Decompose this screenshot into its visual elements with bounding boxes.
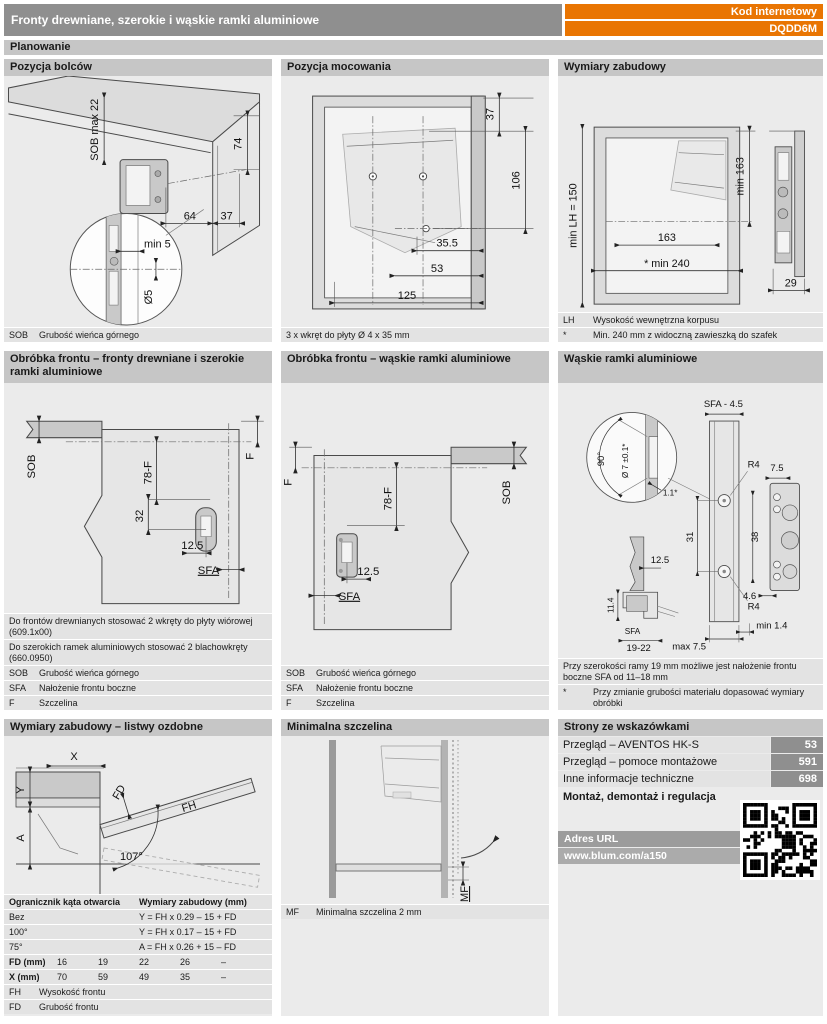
- table-cell: 16: [57, 956, 68, 967]
- page-number-badge: 591: [771, 754, 823, 770]
- legend-value: Wysokość frontu: [39, 986, 106, 997]
- legend-key: LH: [563, 314, 575, 325]
- panel-footer: [558, 658, 823, 710]
- hint-link-label[interactable]: Przegląd – AVENTOS HK-S: [558, 737, 770, 753]
- dim-label: FH: [180, 799, 198, 816]
- page-number-badge: 53: [771, 737, 823, 753]
- panel-title: Minimalna szczelina: [281, 719, 549, 736]
- table-cell: –: [221, 956, 227, 967]
- legend-value: Grubość wieńca górnego: [39, 667, 140, 678]
- panel-filler: [4, 1014, 272, 1016]
- table-header-row: [4, 894, 272, 909]
- legend-key: F: [9, 697, 15, 708]
- dim-label: 19-22: [626, 643, 651, 655]
- panel-title: Obróbka frontu – fronty drewniane i szerokie ramki aluminiowe: [4, 351, 272, 383]
- dim-label: 74: [232, 137, 245, 150]
- panel-footer: [281, 665, 549, 710]
- note-text: Przy szerokości ramy 19 mm możliwe jest nałożenie frontu boczne SFA od 11–18 mm: [563, 660, 797, 682]
- note-text: Do szerokich ramek aluminiowych stosować 2 blachowkręty (660.0950): [9, 641, 248, 663]
- dim-label: min 5: [143, 238, 171, 251]
- dim-label: SFA: [197, 564, 220, 577]
- note-row: [281, 327, 549, 342]
- dim-label: Ø 7 ±0.1*: [621, 443, 631, 479]
- page-title: Fronty drewniane, szerokie i wąskie ramki aluminiowe: [4, 4, 562, 36]
- front-machining-narrow-svg: [281, 383, 549, 665]
- dim-label: 107°: [120, 851, 143, 863]
- narrow-frames-svg: [558, 383, 823, 658]
- legend-value: Nałożenie frontu boczne: [39, 682, 137, 693]
- dim-label: SOB: [500, 480, 513, 505]
- catalog-page: [4, 4, 823, 1016]
- dim-label: R4: [747, 459, 760, 471]
- legend-row: [281, 665, 549, 680]
- legend-key: SFA: [9, 682, 27, 693]
- table-cell: 100°: [9, 926, 28, 937]
- legend-row: [558, 327, 823, 342]
- dim-label: 1.1*: [662, 488, 678, 498]
- dim-label: Ø5: [142, 289, 155, 305]
- detail-circle: [70, 209, 203, 325]
- legend-key: SFA: [286, 682, 304, 693]
- table-col1-header: Ogranicznik kąta otwarcia: [9, 896, 121, 907]
- panel-title: Pozycja mocowania: [281, 59, 549, 76]
- panel-decorative-strips: [4, 719, 272, 1016]
- mount-position-drawing: [281, 76, 549, 327]
- mount-position-svg: [281, 76, 549, 327]
- panel-title: Wąskie ramki aluminiowe: [558, 351, 823, 383]
- legend-value: Minimalna szczelina 2 mm: [316, 906, 422, 917]
- hint-link-label[interactable]: Inne informacje techniczne: [558, 771, 770, 787]
- dim-label: 12.5: [357, 566, 380, 579]
- panel-footer: [4, 613, 272, 710]
- legend-key: SOB: [9, 667, 29, 678]
- bottom-dimensions: [672, 621, 787, 653]
- dim-label: 29: [784, 277, 797, 290]
- legend-key: FH: [9, 986, 21, 997]
- table-cell: A = FH x 0.26 + 15 – FD: [139, 941, 237, 952]
- dim-label: SOB max 22: [89, 98, 102, 161]
- panel-title: Wymiary zabudowy: [558, 59, 823, 76]
- dim-label: 35.5: [436, 237, 458, 250]
- note-text: Do frontów drewnianych stosować 2 wkręty do płyty wiórowej (609.1x00): [9, 615, 253, 637]
- hint-link-row[interactable]: [558, 737, 823, 753]
- legend-key: *: [563, 686, 567, 697]
- panel-front-machining-narrow: [281, 351, 549, 710]
- legend-row: [4, 680, 272, 695]
- dim-label: Y: [15, 786, 27, 794]
- legend-row: [4, 984, 272, 999]
- legend-value: Grubość wieńca górnego: [316, 667, 417, 678]
- dim-label: 125: [397, 289, 417, 302]
- table-cell: 70: [57, 971, 68, 982]
- panel-installation-dimensions: [558, 59, 823, 342]
- decorative-strips-drawing: [4, 736, 272, 894]
- hint-link-row[interactable]: [558, 771, 823, 787]
- legend-row: [4, 327, 272, 342]
- dim-label: SFA: [338, 590, 361, 603]
- table-cell: 35: [180, 971, 191, 982]
- assembly-note: Montaż, demontaż i regulacja: [563, 791, 716, 803]
- section-bar: Planowanie: [4, 40, 823, 55]
- table-cell: 19: [98, 956, 109, 967]
- page-header: [4, 4, 823, 36]
- dim-label: SFA - 4.5: [703, 399, 743, 411]
- dim-label: F: [282, 478, 295, 486]
- detail-circle: [587, 412, 713, 502]
- row-label: FD (mm): [9, 956, 46, 967]
- legend-key: SOB: [286, 667, 306, 678]
- dim-label: 53: [430, 262, 444, 275]
- legend-row: [558, 684, 823, 710]
- table-cell: 59: [98, 971, 109, 982]
- legend-row: [281, 695, 549, 710]
- dim-label: 78-F: [382, 487, 395, 511]
- table-row: [4, 924, 272, 939]
- legend-key: *: [563, 329, 567, 340]
- legend-key: FD: [9, 1001, 21, 1012]
- panel-front-machining-wood: [4, 351, 272, 710]
- dim-label: min 163: [734, 157, 747, 196]
- dim-label: 37: [484, 108, 497, 121]
- side-section: [769, 131, 804, 277]
- page-number-badge: 698: [771, 771, 823, 787]
- side-section: [607, 537, 679, 654]
- internet-code-box: [565, 4, 823, 36]
- dim-label: 32: [134, 509, 147, 523]
- panel-bolt-position: [4, 59, 272, 342]
- installation-dimensions-drawing: [558, 76, 823, 312]
- legend-row: [4, 999, 272, 1014]
- hint-link-label[interactable]: Przegląd – pomoce montażowe: [558, 754, 770, 770]
- table-row: [4, 939, 272, 954]
- installation-dimensions-svg: [558, 76, 823, 312]
- panel-filler: [281, 919, 549, 1016]
- legend-value: Grubość frontu: [39, 1001, 99, 1012]
- legend-row: [281, 904, 549, 919]
- table-cell: –: [221, 971, 227, 982]
- note-row: [558, 658, 823, 684]
- internet-code-label: Kod internetowy: [565, 4, 823, 21]
- dim-label: 12.5: [650, 554, 670, 566]
- legend-value: Min. 240 mm z widoczną zawieszką do szafek: [593, 329, 778, 340]
- legend-value: Szczelina: [316, 697, 355, 708]
- dim-label: * min 240: [644, 257, 690, 270]
- qr-code: [740, 800, 820, 880]
- panel-title: Wymiary zabudowy – listwy ozdobne: [4, 719, 272, 736]
- front-machining-wood-svg: [4, 383, 272, 613]
- table-cell: Bez: [9, 911, 25, 922]
- table-cell: 49: [139, 971, 150, 982]
- panel-title: Obróbka frontu – wąskie ramki aluminiowe: [281, 351, 549, 383]
- panel-grid: [4, 59, 823, 1016]
- table-cell: 26: [180, 956, 191, 967]
- hint-pages-content: [558, 736, 823, 1016]
- panel-narrow-aluminium-frames: [558, 351, 823, 710]
- legend-row: [281, 680, 549, 695]
- legend-value: Nałożenie frontu boczne: [316, 682, 414, 693]
- dim-label: 31: [685, 531, 697, 543]
- legend-row: [558, 312, 823, 327]
- panel-footer: [281, 904, 549, 919]
- note-row: [4, 613, 272, 639]
- table-col2-header: Wymiary zabudowy (mm): [139, 896, 247, 907]
- bolt-position-svg: [4, 76, 272, 327]
- cabinet-side-view: [313, 96, 486, 309]
- dim-label: 7.5: [770, 463, 784, 475]
- dim-label: A: [15, 834, 27, 842]
- note-text: 3 x wkręt do płyty Ø 4 x 35 mm: [286, 329, 410, 340]
- panel-title: Strony ze wskazówkami: [558, 719, 823, 736]
- panel-footer: [281, 327, 549, 342]
- dim-label: 38: [749, 531, 761, 543]
- shelf-and-front: [302, 447, 527, 629]
- row-label: X (mm): [9, 971, 40, 982]
- url-label-bar: Adres URL: [558, 831, 755, 847]
- legend-row: [4, 665, 272, 680]
- dim-label: 163: [657, 232, 676, 245]
- internet-code-value: DQDD6M: [769, 22, 817, 35]
- dim-label: 4.6: [743, 591, 757, 603]
- cabinet-section: [329, 740, 458, 898]
- dim-label: 11.4: [606, 597, 616, 613]
- panel-minimum-gap: [281, 719, 549, 1016]
- legend-key: F: [286, 697, 292, 708]
- dim-label: 64: [183, 210, 196, 223]
- dim-label: R4: [747, 601, 760, 613]
- panel-hint-pages: [558, 719, 823, 1016]
- bolt-position-drawing: [4, 76, 272, 327]
- front-machining-narrow-drawing: [281, 383, 549, 665]
- dim-label: FD: [110, 783, 129, 802]
- minimum-gap-svg: [281, 736, 549, 904]
- legend-value: Wysokość wewnętrzna korpusu: [593, 314, 719, 325]
- dim-label: 78-F: [142, 461, 155, 485]
- dim-label: min LH = 150: [567, 183, 580, 248]
- legend-key: MF: [286, 906, 299, 917]
- legend-value: Przy zmianie grubości materiału dopasować wymiary obróbki: [593, 686, 805, 708]
- table-cell: Y = FH x 0.17 – 15 + FD: [139, 926, 237, 937]
- url-value-bar[interactable]: www.blum.com/a150: [558, 848, 755, 864]
- table-row: [4, 909, 272, 924]
- table-cell: 75°: [9, 941, 23, 952]
- narrow-frames-drawing: [558, 383, 823, 658]
- dim-label: min 1.4: [756, 620, 788, 632]
- panel-footer: [4, 327, 272, 342]
- note-row: [4, 639, 272, 665]
- hint-link-row[interactable]: [558, 754, 823, 770]
- legend-row: [4, 695, 272, 710]
- dim-label: F: [244, 452, 257, 460]
- table-row-x: [4, 969, 272, 984]
- dim-label: X: [70, 751, 78, 763]
- cabinet-and-front: [16, 772, 260, 894]
- legend-key: SOB: [9, 329, 29, 340]
- dim-label: 12.5: [181, 540, 204, 553]
- table-cell: Y = FH x 0.29 – 15 + FD: [139, 911, 237, 922]
- legend-value: Grubość wieńca górnego: [39, 329, 140, 340]
- dim-label: SOB: [25, 454, 38, 479]
- legend-value: Szczelina: [39, 697, 78, 708]
- dim-label: 90°: [596, 451, 608, 467]
- decorative-strips-svg: [4, 736, 272, 894]
- gap-dimension: [448, 842, 493, 902]
- table-cell: 22: [139, 956, 150, 967]
- minimum-gap-drawing: [281, 736, 549, 904]
- panel-title: Pozycja bolców: [4, 59, 272, 76]
- dim-label: 106: [510, 171, 523, 190]
- frame-profile: [685, 399, 761, 621]
- front-machining-wood-drawing: [4, 383, 272, 613]
- table-row-fd: [4, 954, 272, 969]
- dim-label: MF: [459, 886, 471, 902]
- dim-label: 37: [220, 210, 233, 223]
- panel-footer: [558, 312, 823, 342]
- cabinet-front-view: [594, 127, 751, 304]
- dim-label: max 7.5: [672, 641, 707, 653]
- panel-mount-position: [281, 59, 549, 342]
- decorative-strips-table: [4, 894, 272, 1014]
- dim-label: SFA: [624, 626, 641, 636]
